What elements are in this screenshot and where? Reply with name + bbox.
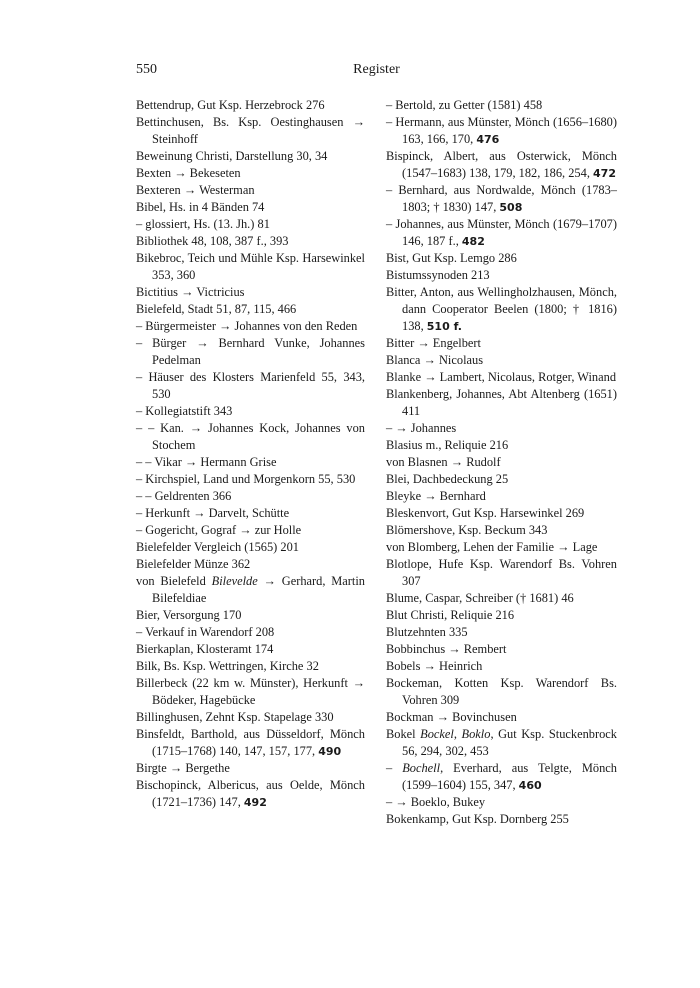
index-entry: [386, 658, 617, 675]
entry-text: Bielefelder Münze 362: [136, 557, 251, 571]
entry-bold-page-ref: 472: [593, 167, 616, 180]
entry-text: Bitter → Engelbert: [386, 336, 481, 350]
entry-text: von Blasnen → Rudolf: [386, 455, 501, 469]
entry-text: – Bürgermeister → Johannes von den Reden: [136, 319, 358, 333]
index-entry: [386, 437, 617, 454]
entry-text: Bischopinck, Albericus, aus Oelde, Mönch (1721–1736) 147,: [136, 778, 365, 809]
entry-bold-page-ref: 492: [243, 796, 267, 809]
entry-text: Blei, Dachbedeckung 25: [386, 472, 509, 486]
index-entry: [136, 726, 365, 760]
entry-text: Bobels → Heinrich: [386, 659, 483, 673]
entry-text: Blasius m., Reliquie 216: [386, 438, 509, 452]
entry-text: – Herkunft → Darvelt, Schütte: [136, 506, 290, 520]
entry-text: Bockeman, Kotten Ksp. Warendorf Bs. Vohren 309: [386, 676, 617, 707]
entry-text: von Bielefeld: [136, 574, 212, 588]
entry-italic-variant: Bilevelde: [211, 574, 258, 588]
entry-text: Blume, Caspar, Schreiber († 1681) 46: [386, 591, 574, 605]
index-entry: [386, 709, 617, 726]
index-entry: [136, 199, 365, 216]
entry-text: Bielefeld, Stadt 51, 87, 115, 466: [136, 302, 297, 316]
entry-text: – glossiert, Hs. (13. Jh.) 81: [136, 217, 270, 231]
index-entry: [386, 386, 617, 420]
index-entry: [136, 369, 365, 403]
index-entry: [386, 556, 617, 590]
entry-text: Bokel: [386, 727, 421, 741]
entry-text: Blanca → Nicolaus: [386, 353, 484, 367]
index-entry: [386, 335, 617, 352]
index-entry: [386, 454, 617, 471]
entry-bold-page-ref: 490: [318, 745, 342, 758]
index-entry: [136, 301, 365, 318]
entry-text: – Kirchspiel, Land und Morgenkorn 55, 530: [136, 472, 356, 486]
index-entry: [386, 216, 617, 250]
entry-text: Blanke → Lambert, Nicolaus, Rotger, Winand: [386, 370, 617, 384]
index-entry: [136, 233, 365, 250]
running-head: Register: [353, 62, 400, 77]
index-entry: [386, 675, 617, 709]
index-entry: [386, 369, 617, 386]
index-entry: [136, 573, 365, 607]
entry-bold-page-ref: 476: [476, 133, 500, 146]
index-entry: [136, 624, 365, 641]
index-entry: [386, 624, 617, 641]
index-entry: [136, 709, 365, 726]
entry-text-continued: , Everhard, aus Telgte, Mönch (1599–1604) 155, 347,: [402, 761, 617, 792]
index-entry: [136, 760, 365, 777]
entry-text: von Blomberg, Lehen der Familie → Lage: [386, 540, 598, 554]
entry-text: Bockman → Bovinchusen: [386, 710, 517, 724]
entry-text: Blut Christi, Reliquie 216: [386, 608, 515, 622]
entry-text: Bibliothek 48, 108, 387 f., 393: [136, 234, 289, 248]
index-entry: [386, 352, 617, 369]
entry-text: Beweinung Christi, Darstellung 30, 34: [136, 149, 328, 163]
index-entry: [386, 794, 617, 811]
entry-text-continued: → Gerhard, Martin Bilefeldiae: [152, 574, 365, 605]
entry-text: – Hermann, aus Münster, Mönch (1656–1680) 163, 166, 170,: [386, 115, 617, 146]
entry-text: Birgte → Bergethe: [136, 761, 230, 775]
index-entry: [136, 488, 365, 505]
index-entry: [136, 539, 365, 556]
entry-text: – – Geldrenten 366: [136, 489, 232, 503]
entry-bold-page-ref: 482: [461, 235, 485, 248]
entry-text: Bleyke → Bernhard: [386, 489, 486, 503]
index-entry: [386, 522, 617, 539]
index-entry: [386, 539, 617, 556]
index-entry: [386, 471, 617, 488]
index-entry: [386, 488, 617, 505]
index-entry: [136, 454, 365, 471]
index-entry: [136, 471, 365, 488]
entry-text: – – Vikar → Hermann Grise: [136, 455, 277, 469]
entry-text-continued: ,: [453, 727, 462, 741]
index-entry: [386, 250, 617, 267]
entry-text: Bier, Versorgung 170: [136, 608, 242, 622]
entry-text: Bierkaplan, Klosteramt 174: [136, 642, 274, 656]
entry-text: Blutzehnten 335: [386, 625, 468, 639]
entry-bold-page-ref: 510 f.: [426, 320, 462, 333]
entry-text-continued: , Gut Ksp. Stuckenbrock 56, 294, 302, 453: [402, 727, 617, 758]
index-entry: [386, 182, 617, 216]
entry-text: – Bürger → Bernhard Vunke, Johannes Pedelman: [136, 336, 365, 367]
entry-text: – Gogericht, Gograf → zur Holle: [136, 523, 302, 537]
entry-text: Bist, Gut Ksp. Lemgo 286: [386, 251, 517, 265]
entry-text: Bettinchusen, Bs. Ksp. Oestinghausen → Steinhoff: [136, 115, 365, 146]
index-entry: [136, 556, 365, 573]
entry-text: Billinghusen, Zehnt Ksp. Stapelage 330: [136, 710, 334, 724]
entry-italic-variant: Bochell: [402, 761, 441, 775]
index-entry: [136, 165, 365, 182]
page-number: 550: [136, 62, 157, 77]
index-entry: [136, 284, 365, 301]
index-entry: [386, 420, 617, 437]
entry-text: Bikebroc, Teich und Mühle Ksp. Harsewinkel 353, 360: [136, 251, 365, 282]
entry-text: Bistumssynoden 213: [386, 268, 490, 282]
entry-text: Bettendrup, Gut Ksp. Herzebrock 276: [136, 98, 325, 112]
entry-italic-variant: Boklo: [461, 727, 491, 741]
index-entry: [136, 420, 365, 454]
index-column-right: [386, 97, 617, 828]
entry-text: Bibel, Hs. in 4 Bänden 74: [136, 200, 265, 214]
entry-text: – – Kan. → Johannes Kock, Johannes von Stochem: [136, 421, 365, 452]
index-column-left: [136, 97, 365, 811]
index-entry: [136, 318, 365, 335]
entry-text: Bispinck, Albert, aus Osterwick, Mönch (1547–1683) 138, 179, 182, 186, 254,: [386, 149, 617, 180]
index-entry: [136, 675, 365, 709]
entry-text: – Johannes, aus Münster, Mönch (1679–1707) 146, 187 f.,: [386, 217, 617, 248]
entry-text: Blömershove, Ksp. Beckum 343: [386, 523, 548, 537]
index-entry: [386, 114, 617, 148]
index-entry: [386, 505, 617, 522]
index-entry: [136, 522, 365, 539]
entry-text: – Bertold, zu Getter (1581) 458: [386, 98, 543, 112]
entry-text: Blankenberg, Johannes, Abt Altenberg (1651) 411: [386, 387, 617, 418]
index-entry: [136, 114, 365, 148]
entry-text: Blotlope, Hufe Ksp. Warendorf Bs. Vohren 307: [386, 557, 617, 588]
entry-bold-page-ref: 460: [518, 779, 542, 792]
index-entry: [136, 216, 365, 233]
index-entry: [136, 148, 365, 165]
entry-text: Bictitius → Victricius: [136, 285, 245, 299]
entry-text: Bexteren → Westerman: [136, 183, 255, 197]
index-entry: [136, 182, 365, 199]
entry-text: – Kollegiatstift 343: [136, 404, 233, 418]
index-entry: [136, 658, 365, 675]
index-entry: [386, 97, 617, 114]
entry-text: Bitter, Anton, aus Wellingholzhausen, Mönch, dann Cooperator Beelen (1800; † 1816) 138,: [386, 285, 617, 333]
index-entry: [136, 505, 365, 522]
index-entry: [386, 811, 617, 828]
index-entry: [386, 607, 617, 624]
index-entry: [136, 641, 365, 658]
entry-text: –: [386, 761, 403, 775]
index-entry: [386, 148, 617, 182]
entry-bold-page-ref: 508: [499, 201, 523, 214]
index-entry: [136, 607, 365, 624]
entry-text: Bexten → Bekeseten: [136, 166, 241, 180]
index-entry: [136, 97, 365, 114]
index-entry: [386, 284, 617, 335]
entry-text: – → Boeklo, Bukey: [386, 795, 486, 809]
index-entry: [386, 641, 617, 658]
entry-text: Bielefelder Vergleich (1565) 201: [136, 540, 299, 554]
index-entry: [136, 335, 365, 369]
entry-text: Bobbinchus → Rembert: [386, 642, 507, 656]
index-entry: [136, 403, 365, 420]
index-entry: [386, 726, 617, 760]
index-entry: [386, 267, 617, 284]
entry-text: – Verkauf in Warendorf 208: [136, 625, 275, 639]
entry-text: Binsfeldt, Barthold, aus Düsseldorf, Mönch (1715–1768) 140, 147, 157, 177,: [136, 727, 365, 758]
index-entry: [136, 777, 365, 811]
index-entry: [386, 590, 617, 607]
entry-text: – Bernhard, aus Nordwalde, Mönch (1783–1803; † 1830) 147,: [386, 183, 617, 214]
entry-text: Billerbeck (22 km w. Münster), Herkunft → Bödeker, Hagebücke: [136, 676, 365, 707]
entry-text: Bilk, Bs. Ksp. Wettringen, Kirche 32: [136, 659, 319, 673]
index-entry: [136, 250, 365, 284]
entry-text: Bokenkamp, Gut Ksp. Dornberg 255: [386, 812, 569, 826]
index-entry: [386, 760, 617, 794]
entry-italic-variant: Bockel: [420, 727, 454, 741]
page-header: [136, 62, 617, 82]
entry-text: – Häuser des Klosters Marienfeld 55, 343, 530: [136, 370, 365, 401]
entry-text: – → Johannes: [386, 421, 457, 435]
entry-text: Bleskenvort, Gut Ksp. Harsewinkel 269: [386, 506, 585, 520]
